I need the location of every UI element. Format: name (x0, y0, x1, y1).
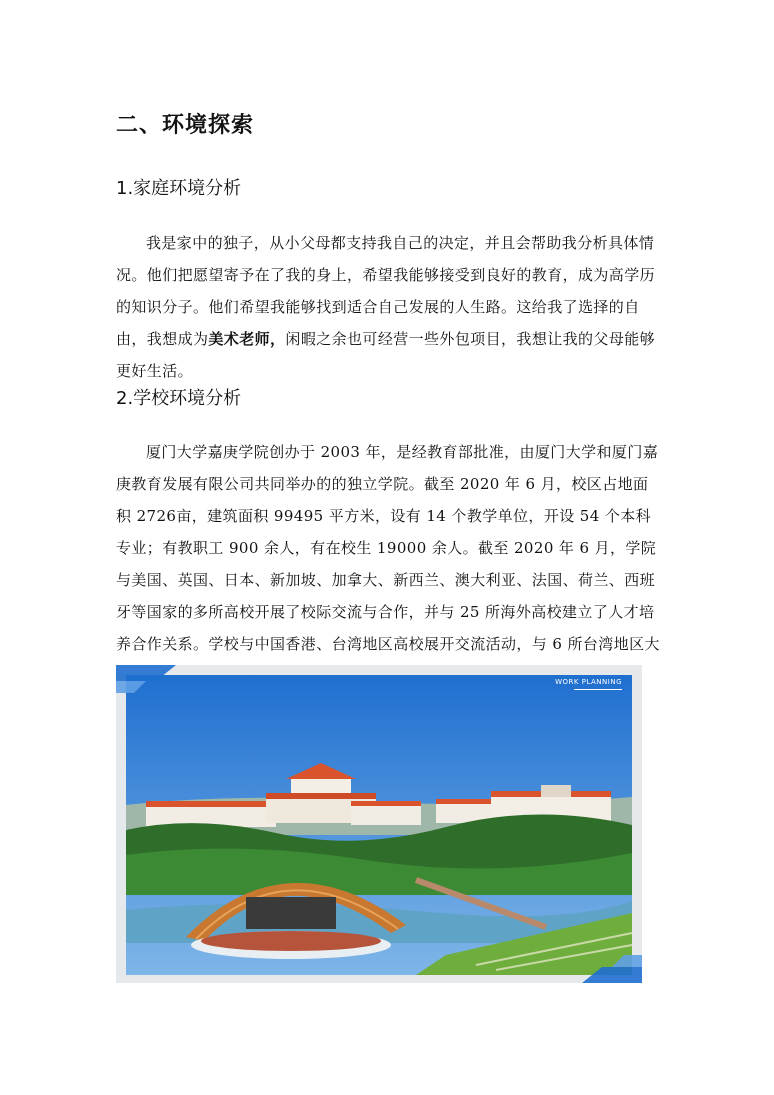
campus-illustration (116, 665, 642, 983)
overlay-caption: WORK PLANNING (555, 678, 622, 686)
campus-photo (116, 665, 642, 983)
family-text-before: 我是家中的独子，从小父母都支持我自己的决定，并且会帮助我分析具体情况。他们把愿望寄予在了我的身上，希望我能够接受到良好的教育，成为高学历的知识分子。他们希望我能够找到适合自己发展的人生路。这给我了选择的自由，我想成为 (116, 234, 656, 348)
family-text-after: 闲暇之余也可经营一些外包项目，我想让我的父母能够更好生活。 (116, 330, 656, 380)
school-paragraph: 厦门大学嘉庚学院创办于 2003 年，是经教育部批准，由厦门大学和厦门嘉庚教育发展有限公司共同举办的的独立学院。截至 2020 年 6 月，校区占地面积 2726亩，建筑面积 99495 平方米，设有 14 个教学单位，开设 54 个本科专业；有教职工 900 余人，有在校生 19000 余人。截至 2020 年 6 月，学院与美国、英国、日本、新加坡、加拿大、新西兰、澳大利亚、法国、荷兰、西班牙等国家的多所高校开展了校际交流与合作，并与 25 所海外高校建立了人才培养合作关系。学校与中国香港、台湾地区高校展开交流活动，与 6 所台湾地区大 (116, 443, 660, 653)
family-paragraph (116, 227, 661, 387)
family-heading: 1.家庭环境分析 (116, 178, 242, 199)
school-heading: 2.学校环境分析 (116, 388, 242, 409)
section-title: 二、环境探索 (116, 113, 255, 138)
family-highlight: 美术老师， (208, 330, 286, 348)
overlay-underline (574, 689, 622, 690)
